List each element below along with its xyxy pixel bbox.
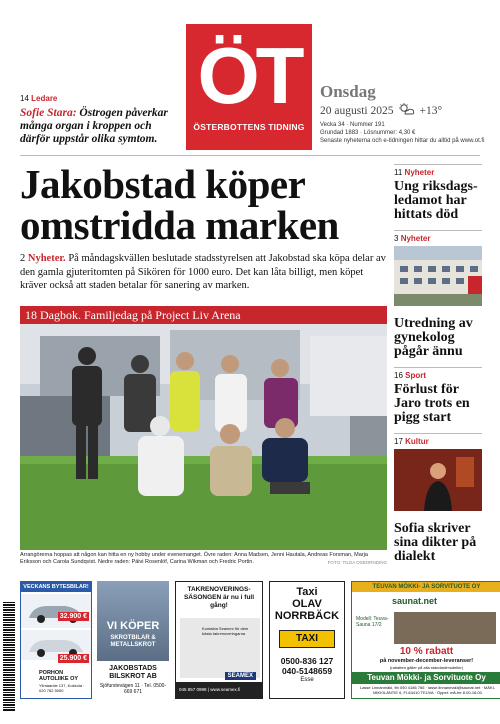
photo-tag — [20, 306, 387, 324]
taxi-sign-icon: TAXI — [279, 630, 335, 648]
teaser-tag: 11 Nyheter — [394, 168, 435, 177]
right-column — [394, 164, 482, 564]
photo-tag-text: Dagbok. Familjedag på Project Liv Arena — [40, 308, 241, 322]
teaser-riksdag[interactable] — [394, 168, 482, 222]
lead-page: 2 — [20, 253, 26, 264]
logo-letters: ÖT — [197, 31, 301, 120]
ad-teuvan-mokki[interactable] — [351, 581, 500, 699]
ad2-subtitle: SKROTBILAR & METALLSKROT — [110, 635, 156, 648]
feature-photo[interactable] — [20, 306, 387, 550]
ad3-title: TAKRENOVERINGSSÄSONGEN är nu i full gång! — [183, 586, 255, 609]
issue-web: Senaste nyheterna och e-tidningen hittar du alltid på www.ot.fi — [320, 138, 485, 144]
group-photo-image — [20, 306, 387, 550]
ad3-blurb: Kontakta Seamex för dem bästa takrenoveringarna — [202, 626, 249, 636]
ad1-address: Ylimaantie 137, Kokkola · 020 762 5050 — [39, 683, 85, 693]
lead-section: Nyheter. — [27, 253, 66, 264]
ad-jakobstads-bilskrot[interactable] — [97, 581, 169, 699]
ad4-line-1: Taxi — [296, 586, 318, 598]
date-text: 20 augusti 2025 — [320, 104, 394, 117]
divider — [394, 367, 482, 368]
ad2-title: VI KÖPER — [106, 620, 160, 632]
ad1-price-1: 32.900 € — [59, 613, 87, 620]
ad5-contact: Lasse Linnanmäki, tfn 050 4186 766 · lasse.linnanmaki@saunat.net · MÄKI-MIKKILÄNTIE 6, FI-64410 TEUVA · Öppet: må-fre 8.00-16.00 — [359, 685, 496, 695]
ad4-town: Esse — [300, 677, 314, 683]
ledare-teaser[interactable] — [20, 94, 180, 146]
ledare-section: Ledare — [31, 94, 58, 103]
ad4-phone-2: 040-5148659 — [281, 666, 333, 676]
barcode-icon — [3, 602, 15, 712]
teaser-headline: Ung riksdagsledamot har hittats död — [394, 179, 478, 222]
teaser-tag: 17 Kultur — [394, 437, 429, 446]
sauna-image — [394, 612, 496, 644]
ad1-price-2: 25.900 € — [59, 655, 87, 662]
teaser-tag: 16 Sport — [394, 371, 427, 380]
ledare-text: Östrogen påverkar många organ i kroppen och därför uppstår olika symtom. — [20, 107, 168, 145]
teaser-headline: Förlust för Jaro trots en pigg start — [394, 382, 470, 425]
hospital-photo — [394, 246, 482, 306]
ad4-line-3: NORRBÄCK — [274, 610, 340, 622]
ad-seamex[interactable] — [175, 581, 263, 699]
ad1-company: PORHON AUTOLIIKE OY — [39, 670, 79, 682]
teaser-sofia[interactable] — [394, 437, 482, 564]
divider — [394, 433, 482, 434]
ad5-discount: 10 % rabatt — [399, 646, 454, 657]
lead-text: På måndagskvällen beslutade stadsstyrelsen att Jakobstad ska köpa delar av den gamla gjuteritomten på Sikören för 1000 euro. Det kan låta billigt, men köpet kräver också att staden betalar för sanering av marken. — [20, 253, 386, 291]
ledare-author: Sofie Stara: — [20, 107, 77, 119]
performer-photo — [394, 449, 482, 511]
ledare-headline — [20, 107, 180, 146]
ad5-url: saunat.net — [392, 596, 438, 606]
car-image — [21, 594, 91, 628]
teaser-tag: 3 Nyheter — [394, 234, 431, 243]
ad-porhon-autoliike[interactable] — [20, 581, 92, 699]
photo-tag-page: 18 — [25, 308, 37, 322]
temperature: +13° — [419, 104, 443, 117]
main-lead — [20, 252, 388, 293]
teaser-headline: Utredning av gynekolog pågår ännu — [394, 316, 473, 359]
teaser-gynekolog[interactable] — [394, 234, 482, 359]
issue-week: Vecka 34 · Nummer 191 — [320, 122, 385, 128]
ad5-company-bar: Teuvan Mökki- ja Sorvituote Oy — [352, 672, 500, 684]
caption-text: Arrangörerna hoppas att någon kan hitta en ny hobby under evenemanget. Övre raden: Anna Madsen, Jenni Hautala, Andreas Forsman, Marja Eriksson och Carola Sundqvist. Nedre raden: Päivi Rosenlöf, Carina Wikman och Fredric Portin. — [20, 552, 368, 565]
photo-caption — [20, 552, 387, 566]
newspaper-logo — [186, 24, 312, 150]
issue-founded: Grundad 1883 · Lösnummer: 4,30 € — [320, 130, 416, 136]
teaser-jaro[interactable] — [394, 371, 482, 425]
logo-name: ÖSTERBOTTENS TIDNING — [193, 122, 305, 132]
ad5-note: (rabatten gäller på alla standardmodeller) — [389, 665, 464, 670]
header-divider — [20, 155, 480, 156]
ledare-tag — [20, 94, 180, 103]
ad5-top: TEUVAN MÖKKI- JA SORVITUOTE OY — [352, 582, 500, 592]
weekday: Onsdag — [320, 82, 376, 101]
ad5-model: Modell: Teuva-Sauna 17/2 — [356, 616, 389, 628]
ad2-address: Sjöfurstevägen 11 · Tel. 0500-669 671 — [99, 683, 167, 695]
date-line — [320, 103, 490, 118]
ads-row — [20, 581, 496, 701]
date-block — [320, 82, 490, 145]
sun-cloud-icon — [397, 103, 415, 118]
ad1-headline: VECKANS BYTESBILAR! — [21, 582, 91, 592]
main-headline[interactable]: Jakobstad köper omstridda marken — [20, 161, 339, 248]
divider — [394, 230, 482, 231]
ad5-offer: på november-december-leveranser! — [379, 658, 474, 664]
ad4-phone-1: 0500-836 127 — [280, 656, 334, 666]
photo-credit: FOTO: TILDA OSBORNDING — [327, 560, 387, 565]
divider — [394, 164, 482, 165]
ad2-company: JAKOBSTADS BILSKROT AB — [109, 665, 157, 680]
teaser-headline: Sofia skriver sina dikter på dialekt — [394, 521, 477, 564]
ad3-footer: 045 857 0998 | www.seamex.fi — [176, 682, 262, 698]
issue-meta — [320, 121, 490, 145]
ledare-page: 14 — [20, 94, 29, 103]
ad-taxi-olav[interactable] — [269, 581, 345, 699]
ad3-brand: SEAMEX — [225, 672, 256, 680]
ad4-line-2: OLAV — [292, 598, 322, 610]
